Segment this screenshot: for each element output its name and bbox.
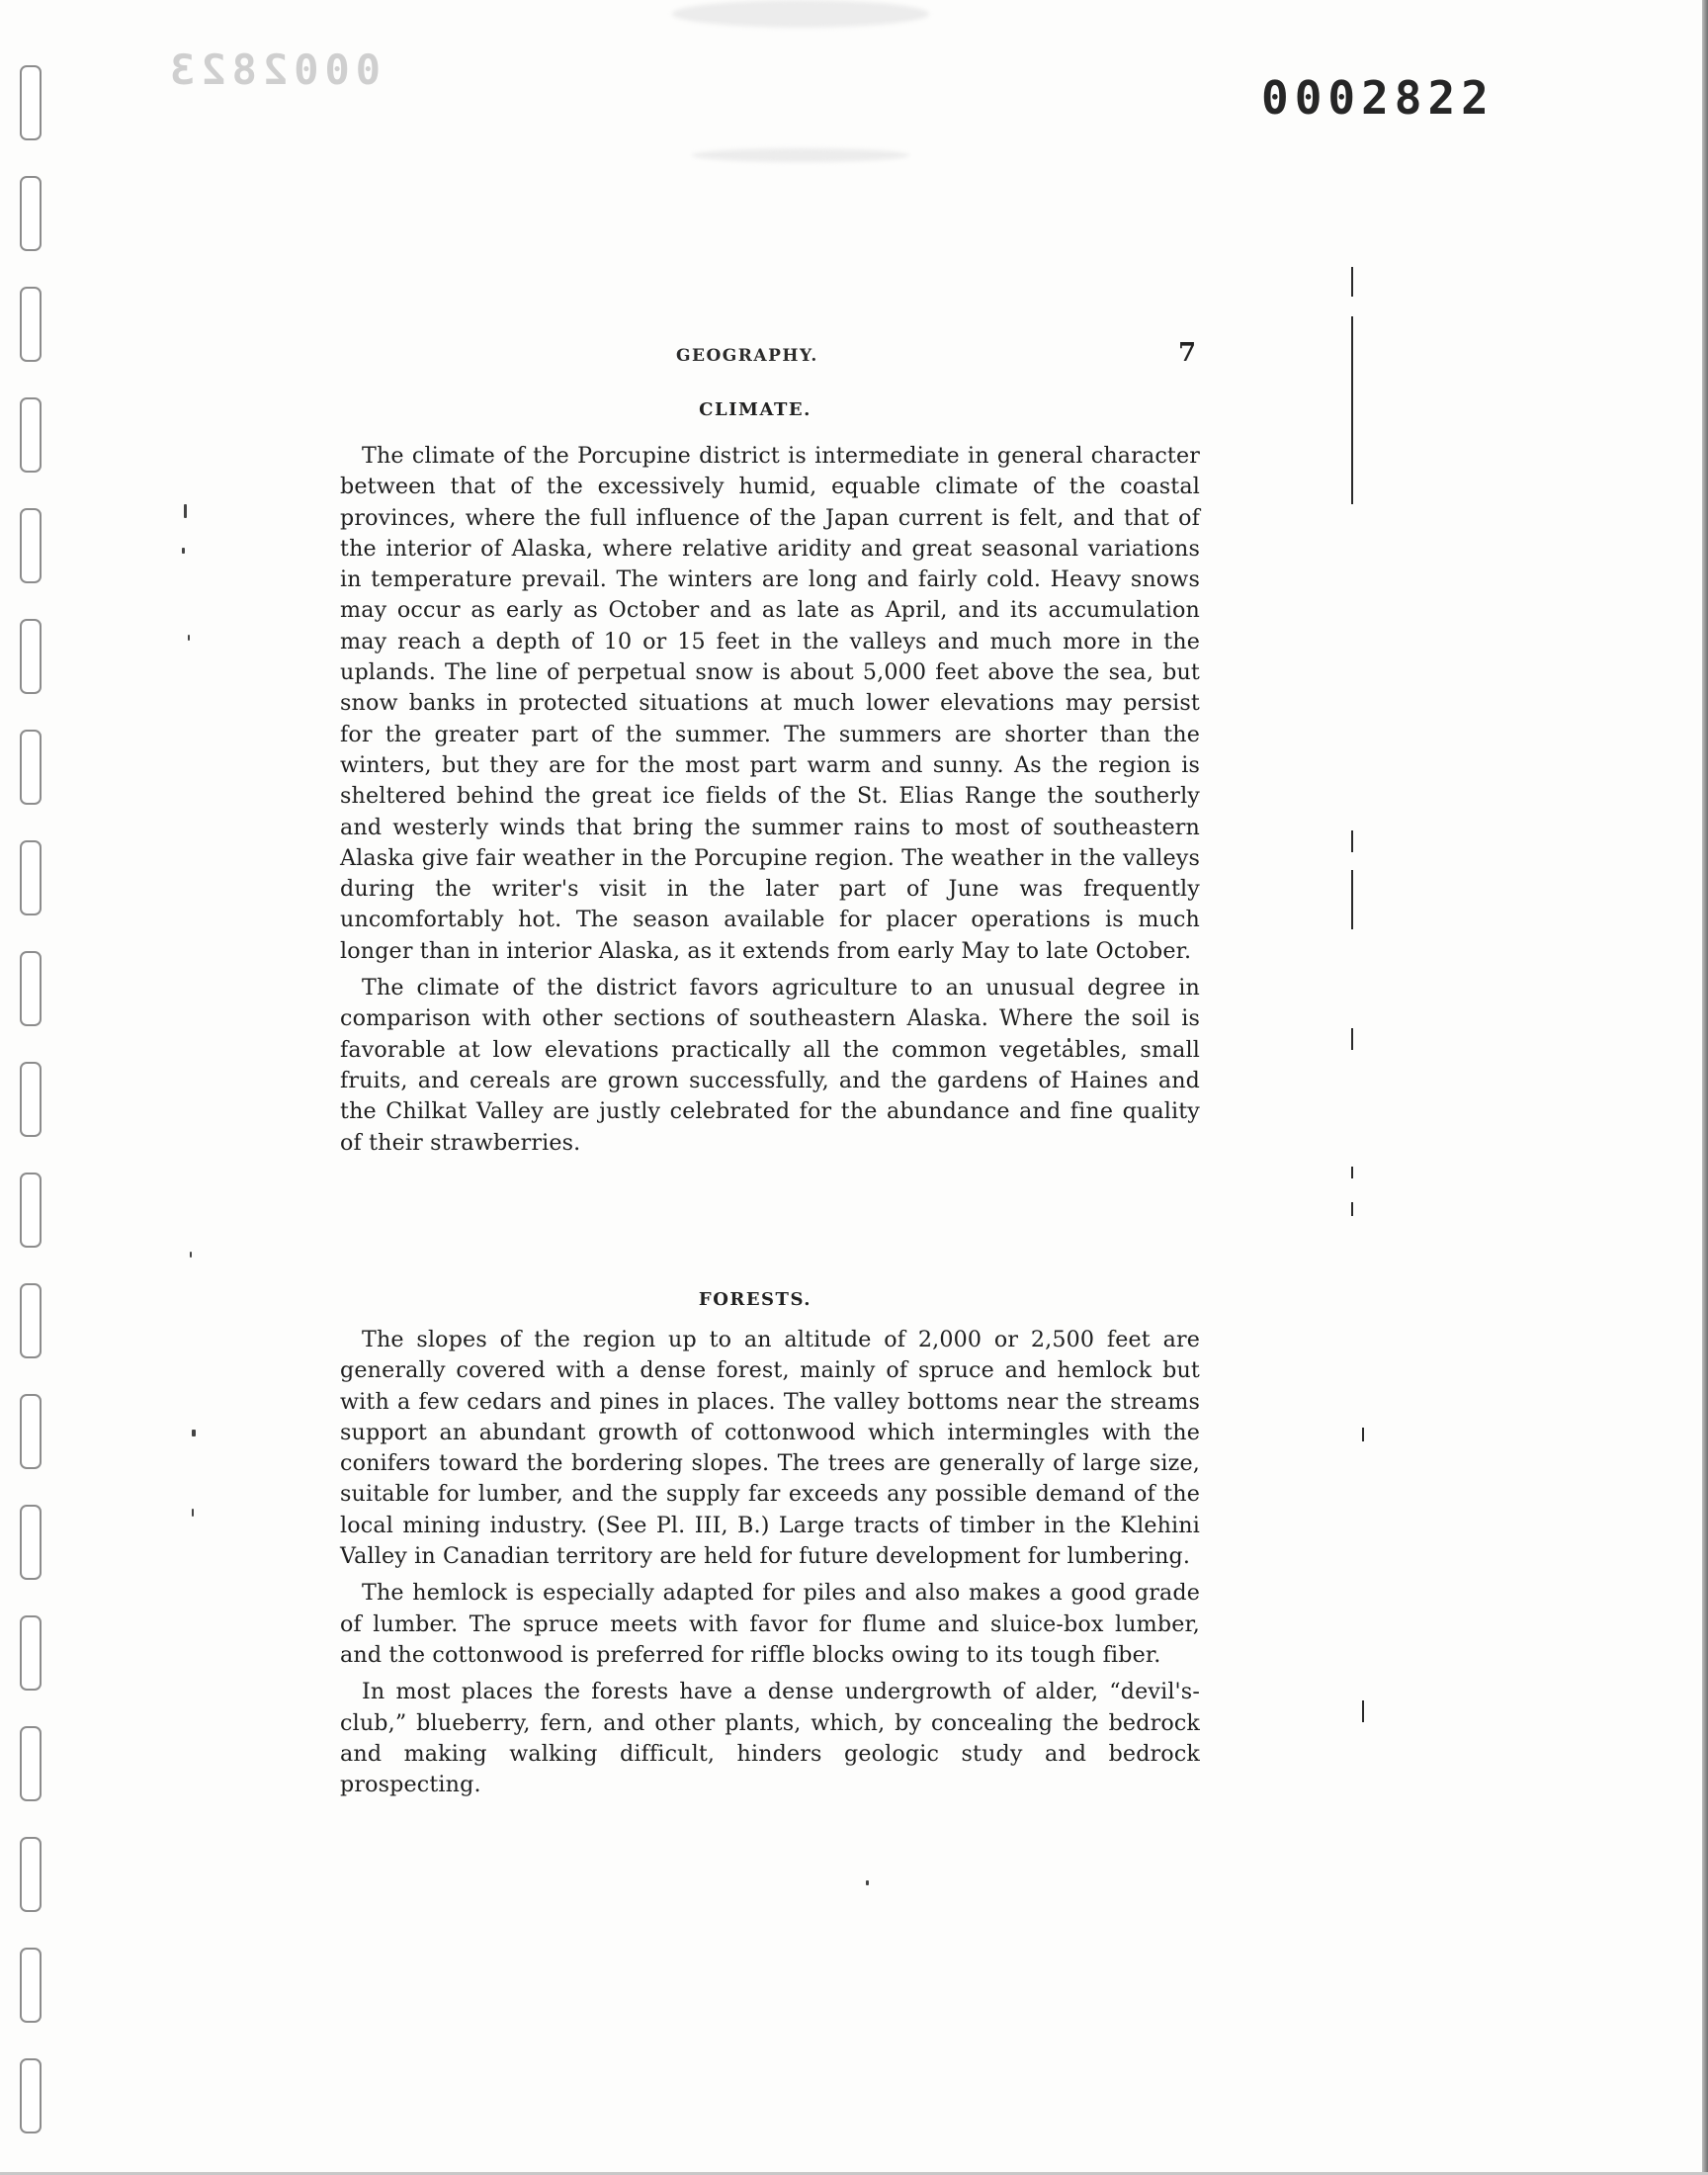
paragraph: The slopes of the region up to an altitude of 2,000 or 2,500 feet are generally covered with a dense forest, mainly of spruce and hemlock but with a few cedars and pines in places. The valley bottoms near the streams support an abundant growth of cottonwood which intermingles with the conifers toward the bordering slopes. The trees are generally of large size, suitable for lumber, and the supply far exceeds any possible demand of the local mining industry. (See Pl. III, B.) Large tracts of timber in the Klehini Valley in Canadian territory are held for future development for lumbering. bbox=[340, 1327, 1200, 1570]
section-heading-forests: FORESTS. bbox=[698, 1289, 812, 1310]
scan-smudge bbox=[692, 148, 909, 162]
paragraph: In most places the forests have a dense undergrowth of alder, “devil's-club,” blueberry, fern, and other plants, which, by concealing the bedrock and making walking difficult, hinders geologic study and bedrock prospecting. bbox=[340, 1679, 1200, 1798]
binder-hole bbox=[20, 951, 42, 1026]
scan-speck bbox=[192, 1430, 196, 1436]
serial-number-bleedthrough: 0002823 bbox=[164, 45, 382, 94]
binder-hole bbox=[20, 1062, 42, 1137]
margin-rule bbox=[1351, 870, 1353, 929]
scan-speck bbox=[188, 635, 190, 641]
binder-hole bbox=[20, 619, 42, 694]
margin-rule bbox=[1351, 267, 1353, 297]
page-number: 7 bbox=[1178, 338, 1197, 368]
binder-hole bbox=[20, 1615, 42, 1691]
binder-hole bbox=[20, 397, 42, 473]
section-heading-climate: CLIMATE. bbox=[699, 399, 811, 420]
binder-hole bbox=[20, 176, 42, 251]
binder-hole bbox=[20, 1948, 42, 2023]
margin-rule bbox=[1351, 830, 1353, 852]
binder-hole bbox=[20, 2058, 42, 2133]
paragraph: The climate of the Porcupine district is intermediate in general character between that of the excessively humid, equable climate of the coastal provinces, where the full influence of the Japan current is felt, and that of the interior of Alaska, where relative aridity and great seasonal variations in temperature prevail. The winters are long and fairly cold. Heavy snows may occur as early as October and as late as April, and its accumulation may reach a depth of 10 or 15 feet in the valleys and much more in the uplands. The line of perpetual snow is about 5,000 feet above the sea, but snow banks in protected situations at much lower elevations may persist for the greater part of the summer. The summers are shorter than the winters, but they are for the most part warm and sunny. As the region is sheltered behind the great ice fields of the St. Elias Range the southerly and westerly winds that bring the summer rains to most of southeastern Alaska give fair weather in the Porcupine region. The weather in the valleys during the writer's visit in the later part of June was frequently uncomfortably hot. The season available for placer operations is much longer than in interior Alaska, as it extends from early May to late October. bbox=[340, 443, 1200, 964]
binder-hole bbox=[20, 730, 42, 805]
scan-smudge bbox=[672, 0, 929, 28]
margin-rule bbox=[1362, 1700, 1364, 1722]
binder-hole bbox=[20, 1837, 42, 1912]
binder-hole bbox=[20, 840, 42, 915]
binder-hole bbox=[20, 1283, 42, 1358]
binder-hole bbox=[20, 1726, 42, 1801]
scan-speck bbox=[182, 548, 185, 554]
binder-hole bbox=[20, 1505, 42, 1580]
section-body-climate bbox=[340, 441, 1200, 1165]
binder-hole bbox=[20, 287, 42, 362]
scan-speck bbox=[866, 1880, 869, 1885]
running-head: GEOGRAPHY. bbox=[676, 346, 818, 366]
margin-rule bbox=[1362, 1428, 1364, 1441]
binder-hole bbox=[20, 1394, 42, 1469]
margin-rule bbox=[1351, 316, 1353, 504]
scan-speck bbox=[184, 504, 187, 518]
margin-rule bbox=[1351, 1202, 1353, 1216]
paragraph: The climate of the district favors agriculture to an unusual degree in comparison with other sections of southeastern Alaska. Where the soil is favorable at low elevations practically all the common vegetables, small fruits, and cereals are grown successfully, and the gardens of Haines and the Chilkat Valley are justly celebrated for the abundance and fine quality of their strawberries. bbox=[340, 975, 1200, 1156]
page-edge-shadow bbox=[1702, 0, 1708, 2175]
serial-number-stamp: 0002822 bbox=[1261, 71, 1494, 125]
paragraph: The hemlock is especially adapted for piles and also makes a good grade of lumber. The spruce meets with favor for flume and sluice-box lumber, and the cottonwood is preferred for riffle blocks owing to its tough fiber. bbox=[340, 1580, 1200, 1668]
margin-rule bbox=[1351, 1028, 1353, 1050]
scan-speck bbox=[190, 1252, 192, 1258]
binder-hole bbox=[20, 508, 42, 583]
binder-hole bbox=[20, 1173, 42, 1248]
scan-speck bbox=[192, 1509, 194, 1517]
margin-rule bbox=[1351, 1167, 1353, 1178]
section-body-forests bbox=[340, 1325, 1200, 1806]
binder-hole bbox=[20, 65, 42, 140]
